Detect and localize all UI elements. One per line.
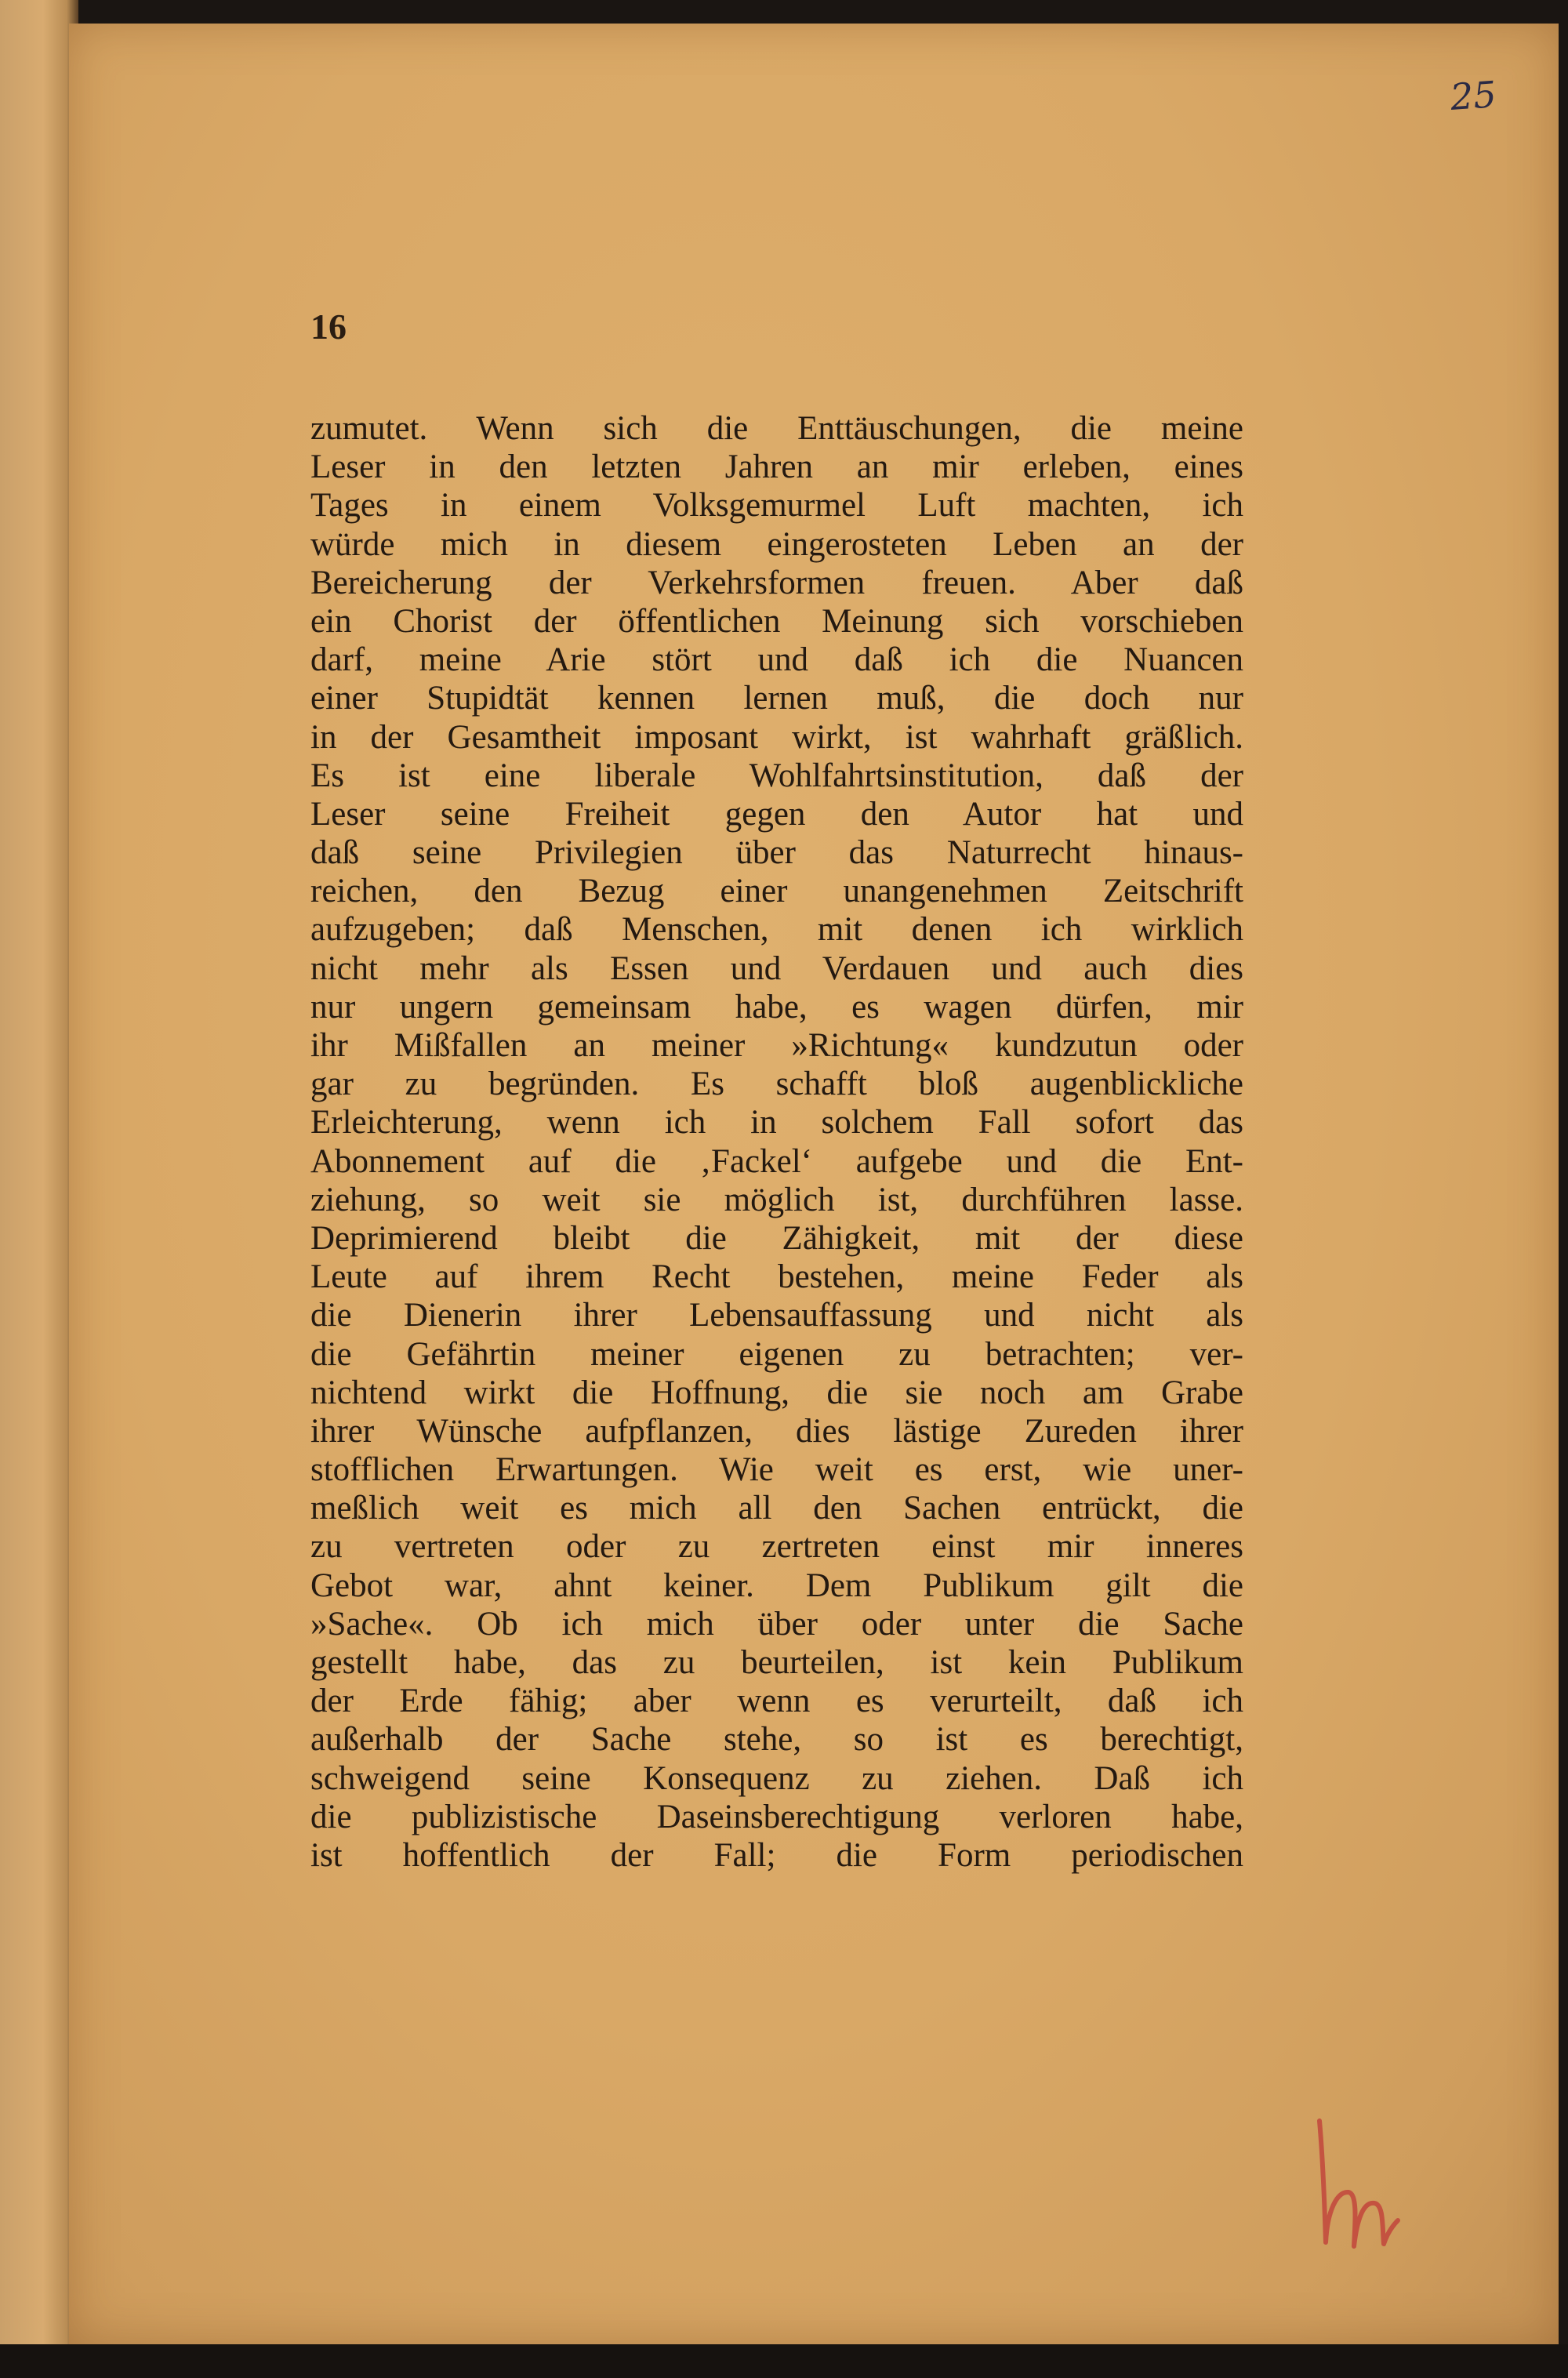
text-line: Erleichterung, wenn ich in solchem Fall sofort das	[310, 1104, 1243, 1142]
text-line: Deprimierend bleibt die Zähigkeit, mit der diese	[310, 1219, 1243, 1257]
text-line: gar zu begründen. Es schafft bloß augenblickliche	[310, 1066, 1243, 1103]
text-line: ihrer Wünsche aufpflanzen, dies lästige Zureden ihrer	[310, 1412, 1243, 1450]
text-line: Leute auf ihrem Recht bestehen, meine Feder als	[310, 1258, 1243, 1296]
page-number: 16	[310, 307, 347, 347]
text-line: Leser seine Freiheit gegen den Autor hat und	[310, 795, 1243, 833]
text-line: zu vertreten oder zu zertreten einst mir inneres	[310, 1528, 1243, 1566]
red-pencil-mark	[1305, 2117, 1407, 2258]
text-line: nicht mehr als Essen und Verdauen und auch dies	[310, 949, 1243, 987]
text-line: Tages in einem Volksgemurmel Luft machten, ich	[310, 487, 1243, 525]
text-line: zumutet. Wenn sich die Enttäuschungen, die meine	[310, 410, 1243, 447]
body-text	[310, 409, 1243, 1875]
text-line: daß seine Privilegien über das Naturrecht hinaus-	[310, 834, 1243, 872]
text-line: darf, meine Arie stört und daß ich die Nuancen	[310, 641, 1243, 679]
text-line: aufzugeben; daß Menschen, mit denen ich wirklich	[310, 911, 1243, 949]
text-line: ziehung, so weit sie möglich ist, durchführen lasse.	[310, 1181, 1243, 1218]
handwritten-archive-number: 25	[1449, 73, 1498, 118]
text-line: Abonnement auf die ‚Fackel‘ aufgebe und die Ent-	[310, 1142, 1243, 1180]
text-line: ihr Mißfallen an meiner »Richtung« kundzutun oder	[310, 1027, 1243, 1064]
text-line: die Dienerin ihrer Lebensauffassung und nicht als	[310, 1297, 1243, 1334]
text-line: reichen, den Bezug einer unangenehmen Zeitschrift	[310, 873, 1243, 910]
text-line: Bereicherung der Verkehrsformen freuen. Aber daß	[310, 564, 1243, 601]
text-line: die Gefährtin meiner eigenen zu betrachten; ver-	[310, 1335, 1243, 1373]
text-line: Leser in den letzten Jahren an mir erleben, eines	[310, 448, 1243, 486]
text-line: nichtend wirkt die Hoffnung, die sie noch am Grabe	[310, 1374, 1243, 1411]
text-line: gestellt habe, das zu beurteilen, ist kein Publikum	[310, 1644, 1243, 1681]
text-line: stofflichen Erwartungen. Wie weit es erst, wie uner-	[310, 1451, 1243, 1489]
text-line: Es ist eine liberale Wohlfahrtsinstitution, daß der	[310, 757, 1243, 794]
text-line: ist hoffentlich der Fall; die Form periodischen	[310, 1836, 1243, 1874]
scan-bottom-edge	[0, 2344, 1568, 2378]
text-line: meßlich weit es mich all den Sachen entrückt, die	[310, 1490, 1243, 1527]
text-line: einer Stupidtät kennen lernen muß, die doch nur	[310, 680, 1243, 717]
text-line: der Erde fähig; aber wenn es verurteilt, daß ich	[310, 1683, 1243, 1720]
text-line: nur ungern gemeinsam habe, es wagen dürfen, mir	[310, 988, 1243, 1026]
text-line: die publizistische Daseinsberechtigung verloren habe,	[310, 1798, 1243, 1835]
text-line: ein Chorist der öffentlichen Meinung sich vorschieben	[310, 602, 1243, 640]
text-line: »Sache«. Ob ich mich über oder unter die Sache	[310, 1605, 1243, 1643]
text-line: außerhalb der Sache stehe, so ist es berechtigt,	[310, 1721, 1243, 1759]
text-line: schweigend seine Konsequenz zu ziehen. Daß ich	[310, 1759, 1243, 1797]
text-line: in der Gesamtheit imposant wirkt, ist wahrhaft gräßlich.	[310, 718, 1243, 756]
book-spine-edge	[0, 0, 78, 2378]
text-line: würde mich in diesem eingerosteten Leben an der	[310, 525, 1243, 563]
text-line: Gebot war, ahnt keiner. Dem Publikum gilt die	[310, 1567, 1243, 1604]
